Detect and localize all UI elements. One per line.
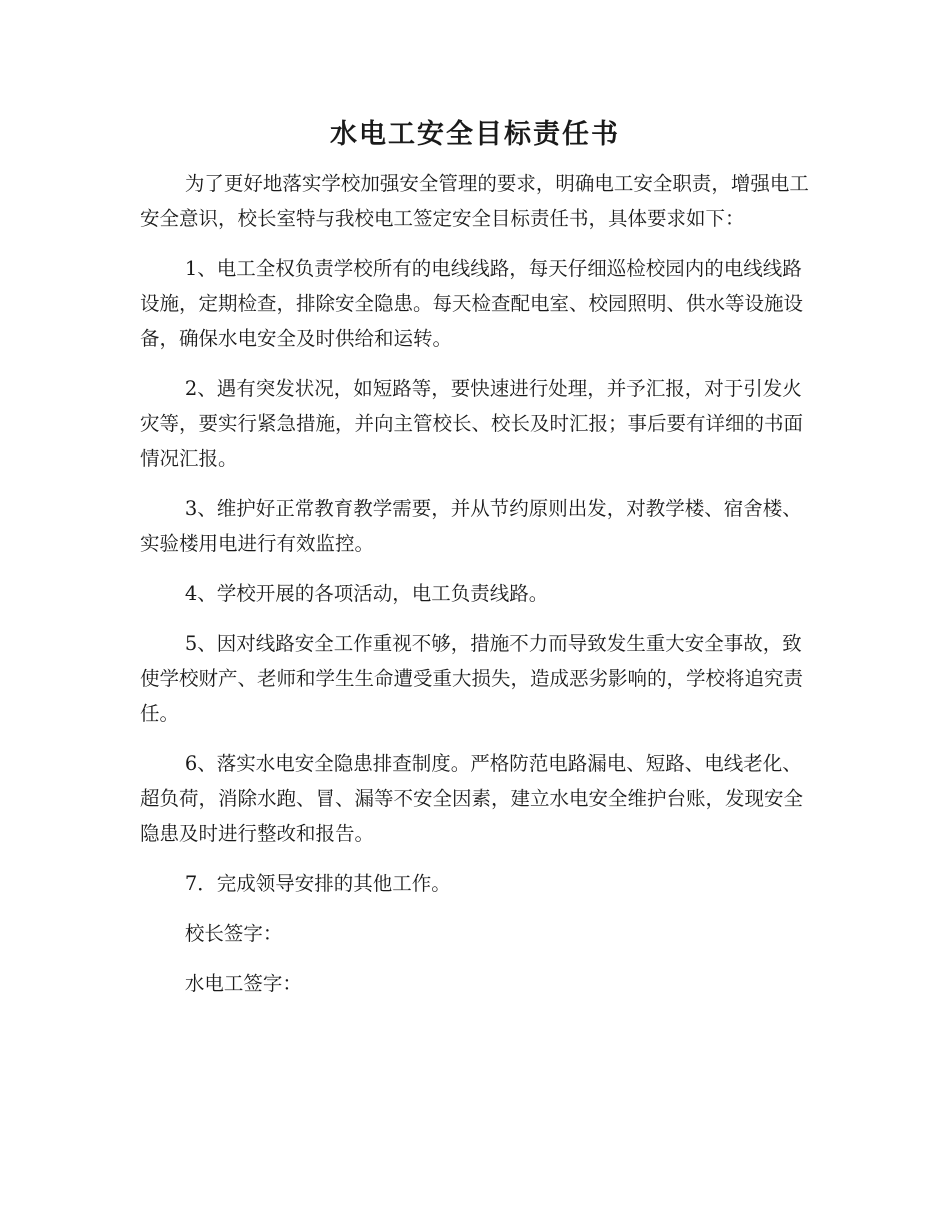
principal-signature-label: 校长签字： — [184, 922, 283, 945]
document-title: 水电工安全目标责任书 — [330, 119, 620, 150]
item-4-paragraph: 4、学校开展的各项活动，电工负责线路。 — [184, 582, 549, 605]
intro-paragraph: 为了更好地落实学校加强安全管理的要求，明确电工安全职责，增强电工安全意识，校长室特与我校电工签定安全目标责任书，具体要求如下： — [140, 172, 809, 230]
document-body — [140, 166, 810, 1016]
item-6-paragraph: 6、落实水电安全隐患排查制度。严格防范电路漏电、短路、电线老化、超负荷，消除水跑、冒、漏等不安全因素，建立水电安全维护台账，发现安全隐患及时进行整改和报告。 — [140, 752, 804, 845]
item-7-paragraph: 7．完成领导安排的其他工作。 — [184, 872, 451, 895]
electrician-signature-label: 水电工签字： — [184, 972, 302, 995]
item-2-paragraph: 2、遇有突发状况，如短路等，要快速进行处理，并予汇报，对于引发火灾等，要实行紧急措施，并向主管校长、校长及时汇报；事后要有详细的书面情况汇报。 — [140, 377, 804, 470]
item-5-paragraph: 5、因对线路安全工作重视不够，措施不力而导致发生重大安全事故，致使学校财产、老师和学生生命遭受重大损失，造成恶劣影响的，学校将追究责任。 — [140, 632, 804, 725]
item-1-paragraph: 1、电工全权负责学校所有的电线线路，每天仔细巡检校园内的电线线路设施，定期检查，排除安全隐患。每天检查配电室、校园照明、供水等设施设备，确保水电安全及时供给和运转。 — [140, 257, 804, 350]
item-3-paragraph: 3、维护好正常教育教学需要，并从节约原则出发，对教学楼、宿舍楼、实验楼用电进行有效监控。 — [140, 497, 802, 555]
